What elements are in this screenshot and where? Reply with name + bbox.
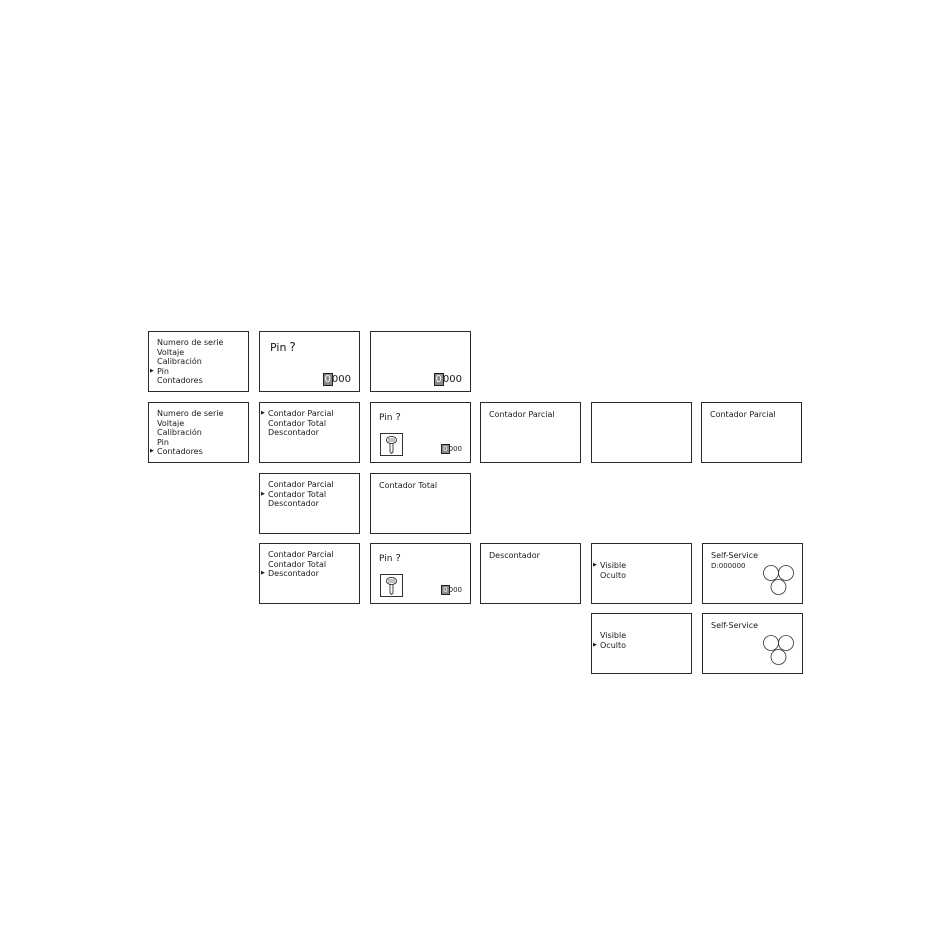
menu-item-contador-parcial: Contador Parcial — [268, 550, 334, 559]
menu-item-voltaje: Voltaje — [157, 347, 185, 357]
screen-main-menu-pin — [148, 331, 249, 392]
counters-menu-list — [268, 409, 334, 438]
menu-item-contador-parcial: Contador Parcial — [268, 480, 334, 489]
main-menu-list — [157, 338, 223, 386]
menu-item-calibracion: Calibración — [157, 428, 202, 438]
pin-code-digits: 000 — [331, 374, 351, 385]
pin-question-mark: ? — [395, 553, 401, 564]
pin-code-digits: 000 — [448, 586, 462, 594]
pin-code-cursor-digit: 0 — [443, 445, 448, 453]
screen-title-descontador: Descontador — [489, 551, 540, 560]
menu-item-pin: Pin — [157, 437, 169, 447]
pin-prompt-label — [379, 412, 401, 423]
menu-item-contador-total: Contador Total — [268, 559, 327, 569]
screen-counters-menu-descontador — [259, 543, 360, 604]
screen-title-self-service: Self-Service — [711, 551, 759, 560]
pin-code-digits: 000 — [442, 374, 462, 385]
pin-prompt-label — [270, 340, 296, 354]
pin-code-cursor-digit: 0 — [435, 374, 442, 385]
visibility-menu-list — [600, 631, 626, 650]
coins-icon — [759, 559, 799, 599]
menu-item-contadores: Contadores — [157, 376, 203, 386]
menu-item-numero-de-serie: Numero de serie — [157, 409, 224, 418]
menu-item-descontador-selected: ▶ Descontador — [268, 569, 334, 579]
pin-label: Pin — [379, 554, 393, 564]
pin-question-mark: ? — [289, 340, 296, 354]
menu-item-calibracion: Calibración — [157, 357, 202, 367]
pin-question-mark: ? — [395, 412, 401, 423]
pin-label: Pin — [379, 413, 393, 423]
menu-item-contadores-selected: ▶ Contadores — [157, 447, 223, 457]
screen-contador-parcial-reset — [701, 402, 802, 463]
menu-item-pin-selected: ▶ Pin — [157, 367, 223, 377]
menu-item-voltaje: Voltaje — [157, 418, 185, 428]
menu-item-visible: Visible — [600, 631, 627, 640]
menu-item-visible-selected: ▶ Visible — [600, 561, 626, 571]
pin-prompt-label — [379, 553, 401, 564]
pin-label: Pin — [270, 341, 287, 354]
screen-visibility-oculto — [591, 613, 692, 674]
pin-code-display — [435, 374, 462, 385]
screen-self-service-visible — [702, 543, 803, 604]
menu-item-contador-parcial-selected: ▶ Contador Parcial — [268, 409, 334, 419]
pin-code-display — [324, 374, 351, 385]
screen-pin-entry — [370, 331, 471, 392]
menu-item-contador-total: Contador Total — [268, 418, 327, 428]
screen-contador-total — [370, 473, 471, 534]
counters-menu-list — [268, 550, 334, 579]
screen-main-menu-contadores — [148, 402, 249, 463]
screen-title-contador-parcial: Contador Parcial — [489, 410, 555, 419]
pin-code-display — [442, 586, 462, 594]
pin-code-digits: 000 — [448, 445, 462, 453]
screen-counters-menu-parcial — [259, 402, 360, 463]
key-icon — [380, 433, 403, 456]
counters-menu-list — [268, 480, 334, 509]
menu-item-oculto: Oculto — [600, 570, 627, 580]
self-service-code: D:000000 — [711, 562, 746, 570]
screen-counters-menu-total — [259, 473, 360, 534]
menu-item-numero-de-serie: Numero de serie — [157, 338, 224, 347]
pin-code-cursor-digit: 0 — [324, 374, 331, 385]
screen-descontador — [480, 543, 581, 604]
screen-blank — [591, 402, 692, 463]
menu-item-oculto-selected: ▶ Oculto — [600, 641, 626, 651]
screen-title-contador-parcial: Contador Parcial — [710, 410, 776, 419]
pin-code-cursor-digit: 0 — [443, 586, 448, 594]
pin-code-display — [442, 445, 462, 453]
screen-pin-key — [370, 543, 471, 604]
screen-title-contador-total: Contador Total — [379, 481, 438, 490]
menu-item-descontador: Descontador — [268, 499, 319, 509]
key-icon — [380, 574, 403, 597]
coins-icon — [759, 629, 799, 669]
main-menu-list — [157, 409, 223, 457]
menu-item-contador-total-selected: ▶ Contador Total — [268, 490, 334, 500]
menu-item-descontador: Descontador — [268, 428, 319, 438]
screen-visibility-visible — [591, 543, 692, 604]
screen-self-service-hidden — [702, 613, 803, 674]
screen-pin-key — [370, 402, 471, 463]
screen-contador-parcial — [480, 402, 581, 463]
screen-pin-prompt — [259, 331, 360, 392]
screen-title-self-service: Self-Service — [711, 621, 759, 630]
visibility-menu-list — [600, 561, 626, 580]
